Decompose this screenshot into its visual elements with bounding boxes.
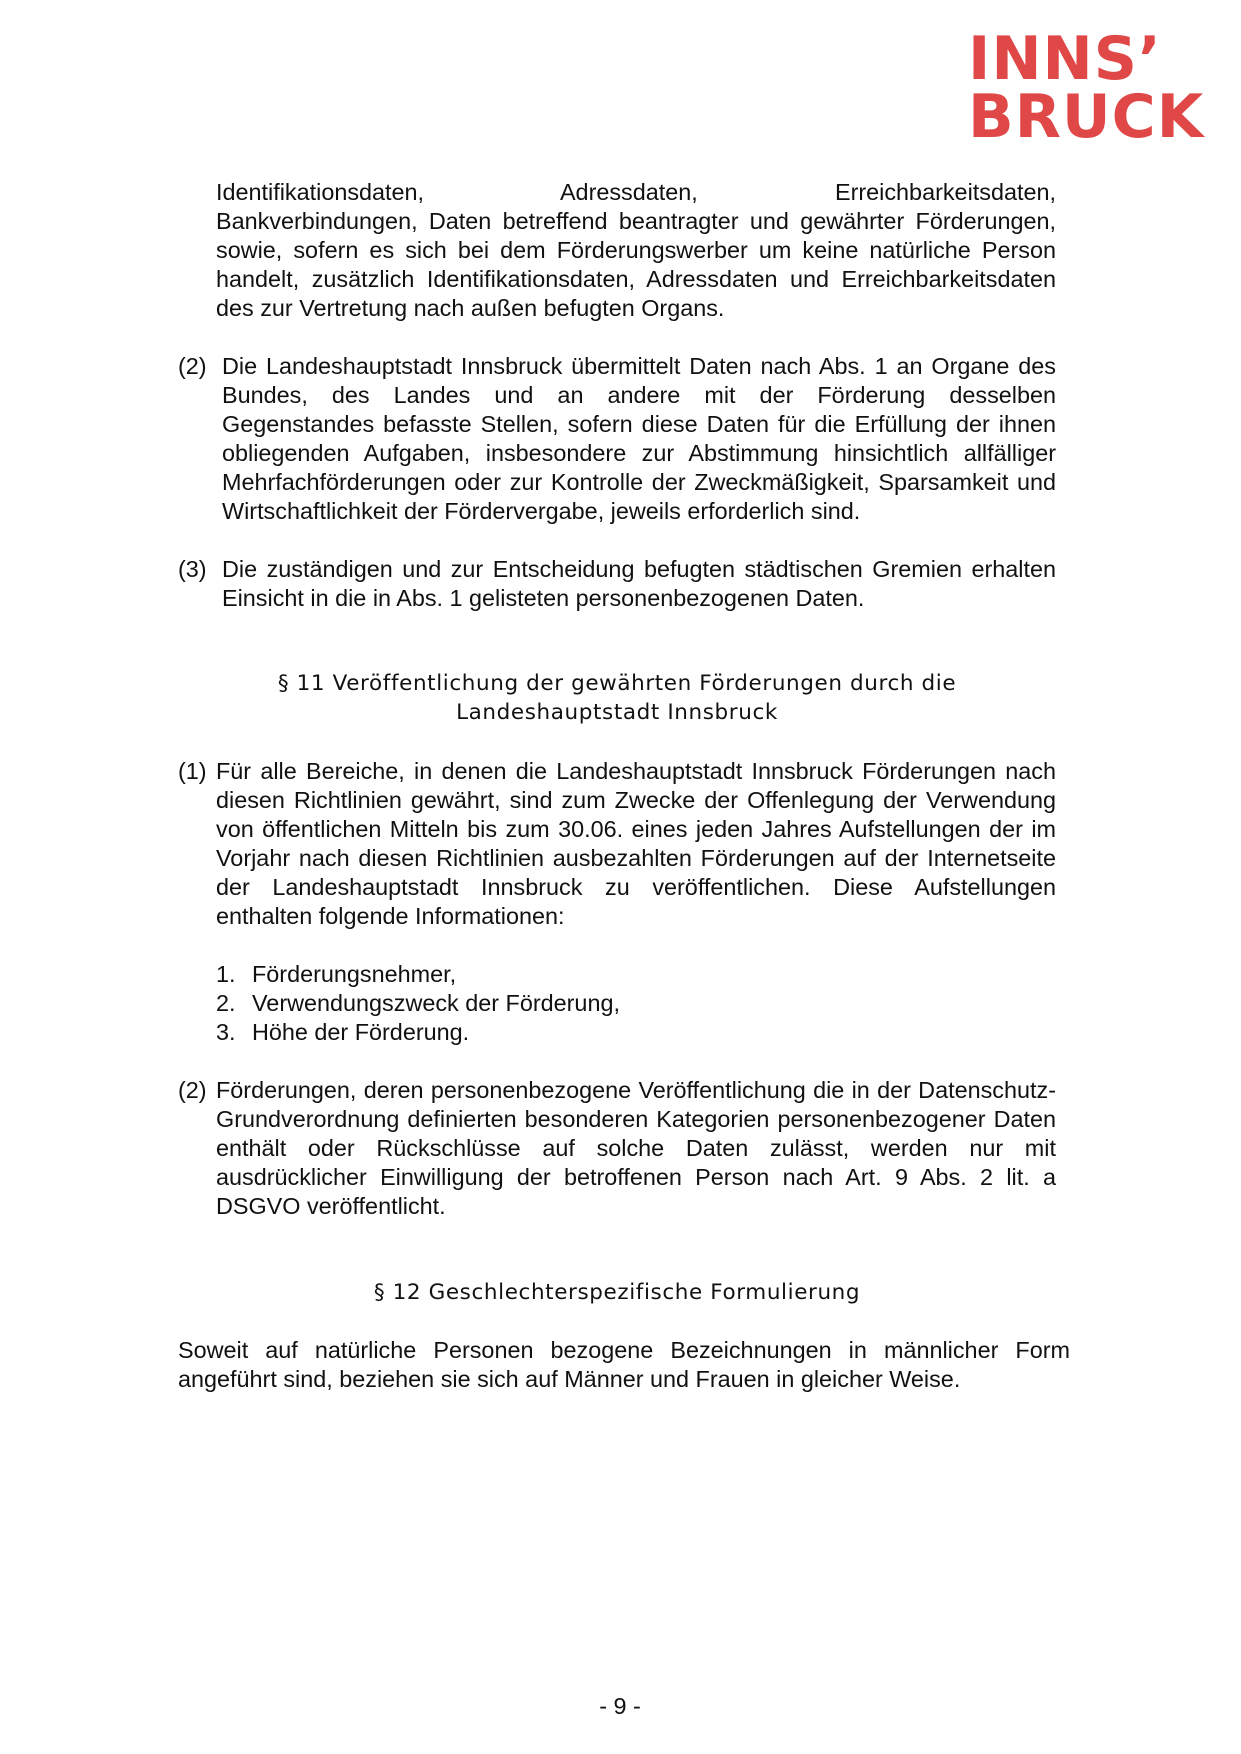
list-item — [216, 1018, 620, 1047]
s11-para1-text: Für alle Bereiche, in denen die Landeshauptstadt Innsbruck Förderungen nach diesen Richtlinien gewährt, sind zum Zwecke der Offenlegung der Verwendung von öffentlichen Mitteln bis zum 30.06. eines jeden Jahres Aufstellungen der im Vorjahr nach diesen Richtlinien ausbezahlten Förderungen auf der Internetseite der Landeshauptstadt Innsbruck zu veröffentlichen. Diese Aufstellungen enthalten folgende Informationen: — [216, 758, 1056, 929]
intro-word-1: Identifikationsdaten, — [216, 179, 425, 205]
list-item-text: Verwendungszweck der Förderung, — [252, 990, 620, 1016]
s10-para2-text: Die Landeshauptstadt Innsbruck übermittelt Daten nach Abs. 1 an Organe des Bundes, des Landes und an andere mit der Förderung desselben Gegenstandes befasste Stellen, sofern diese Daten für die Erfüllung der ihnen obliegenden Aufgaben, insbesondere zur Abstimmung hinsichtlich allfälliger Mehrfachförderungen oder zur Kontrolle der Zweckmäßigkeit, Sparsamkeit und Wirtschaftlichkeit der Fördervergabe, jeweils erforderlich sind. — [222, 353, 1056, 524]
s10-para3-text: Die zuständigen und zur Entscheidung befugten städtischen Gremien erhalten Einsicht in die in Abs. 1 gelisteten personenbezogenen Daten. — [222, 556, 1056, 611]
s11-para1-number: (1) — [178, 758, 207, 784]
s11-para2-number: (2) — [178, 1077, 207, 1103]
page-number: - 9 - — [599, 1693, 641, 1719]
logo-line-2: BRUCK — [968, 82, 1205, 152]
s11-heading — [178, 669, 1056, 727]
s12-heading: § 12 Geschlechterspezifische Formulierung — [373, 1280, 861, 1305]
s11-heading-line2: Landeshauptstadt Innsbruck — [456, 700, 778, 725]
s10-para3-number: (3) — [178, 556, 207, 582]
list-item-text: Förderungsnehmer, — [252, 961, 457, 987]
s12-paragraph: Soweit auf natürliche Personen bezogene Bezeichnungen in männlicher Form angeführt sind, beziehen sie sich auf Männer und Frauen in gleicher Weise. — [178, 1337, 1070, 1392]
intro-paragraph: Bankverbindungen, Daten betreffend beantragter und gewährter Förderungen, sowie, sofern es sich bei dem Förderungswerber um keine natürliche Person handelt, zusätzlich Identifikationsdaten, Adressdaten und Erreichbarkeitsdaten des zur Vertretung nach außen befugten Organs. — [216, 208, 1056, 321]
logo-line-1: INNS’ — [968, 24, 1162, 94]
list-item — [216, 989, 620, 1018]
list-item-text: Höhe der Förderung. — [252, 1019, 470, 1045]
list-item-number: 1. — [216, 961, 236, 987]
s11-para2-text: Förderungen, deren personenbezogene Veröffentlichung die in der Datenschutz-Grundverordnung definierten besonderen Kategorien personenbezogener Daten enthält oder Rückschlüsse auf solche Daten zulässt, werden nur mit ausdrücklicher Einwilligung der betroffenen Person nach Art. 9 Abs. 2 lit. a DSGVO veröffentlicht. — [216, 1077, 1056, 1219]
intro-paragraph-line1 — [216, 178, 1056, 207]
intro-word-2: Adressdaten, — [559, 179, 698, 205]
s11-info-list — [216, 960, 620, 1047]
s10-para2-number: (2) — [178, 353, 207, 379]
innsbruck-logo — [968, 24, 1208, 152]
list-item — [216, 960, 620, 989]
s11-heading-line1: § 11 Veröffentlichung der gewährten Förderungen durch die — [277, 671, 957, 696]
list-item-number: 2. — [216, 990, 236, 1016]
list-item-number: 3. — [216, 1019, 236, 1045]
intro-word-3: Erreichbarkeitsdaten, — [834, 179, 1056, 205]
